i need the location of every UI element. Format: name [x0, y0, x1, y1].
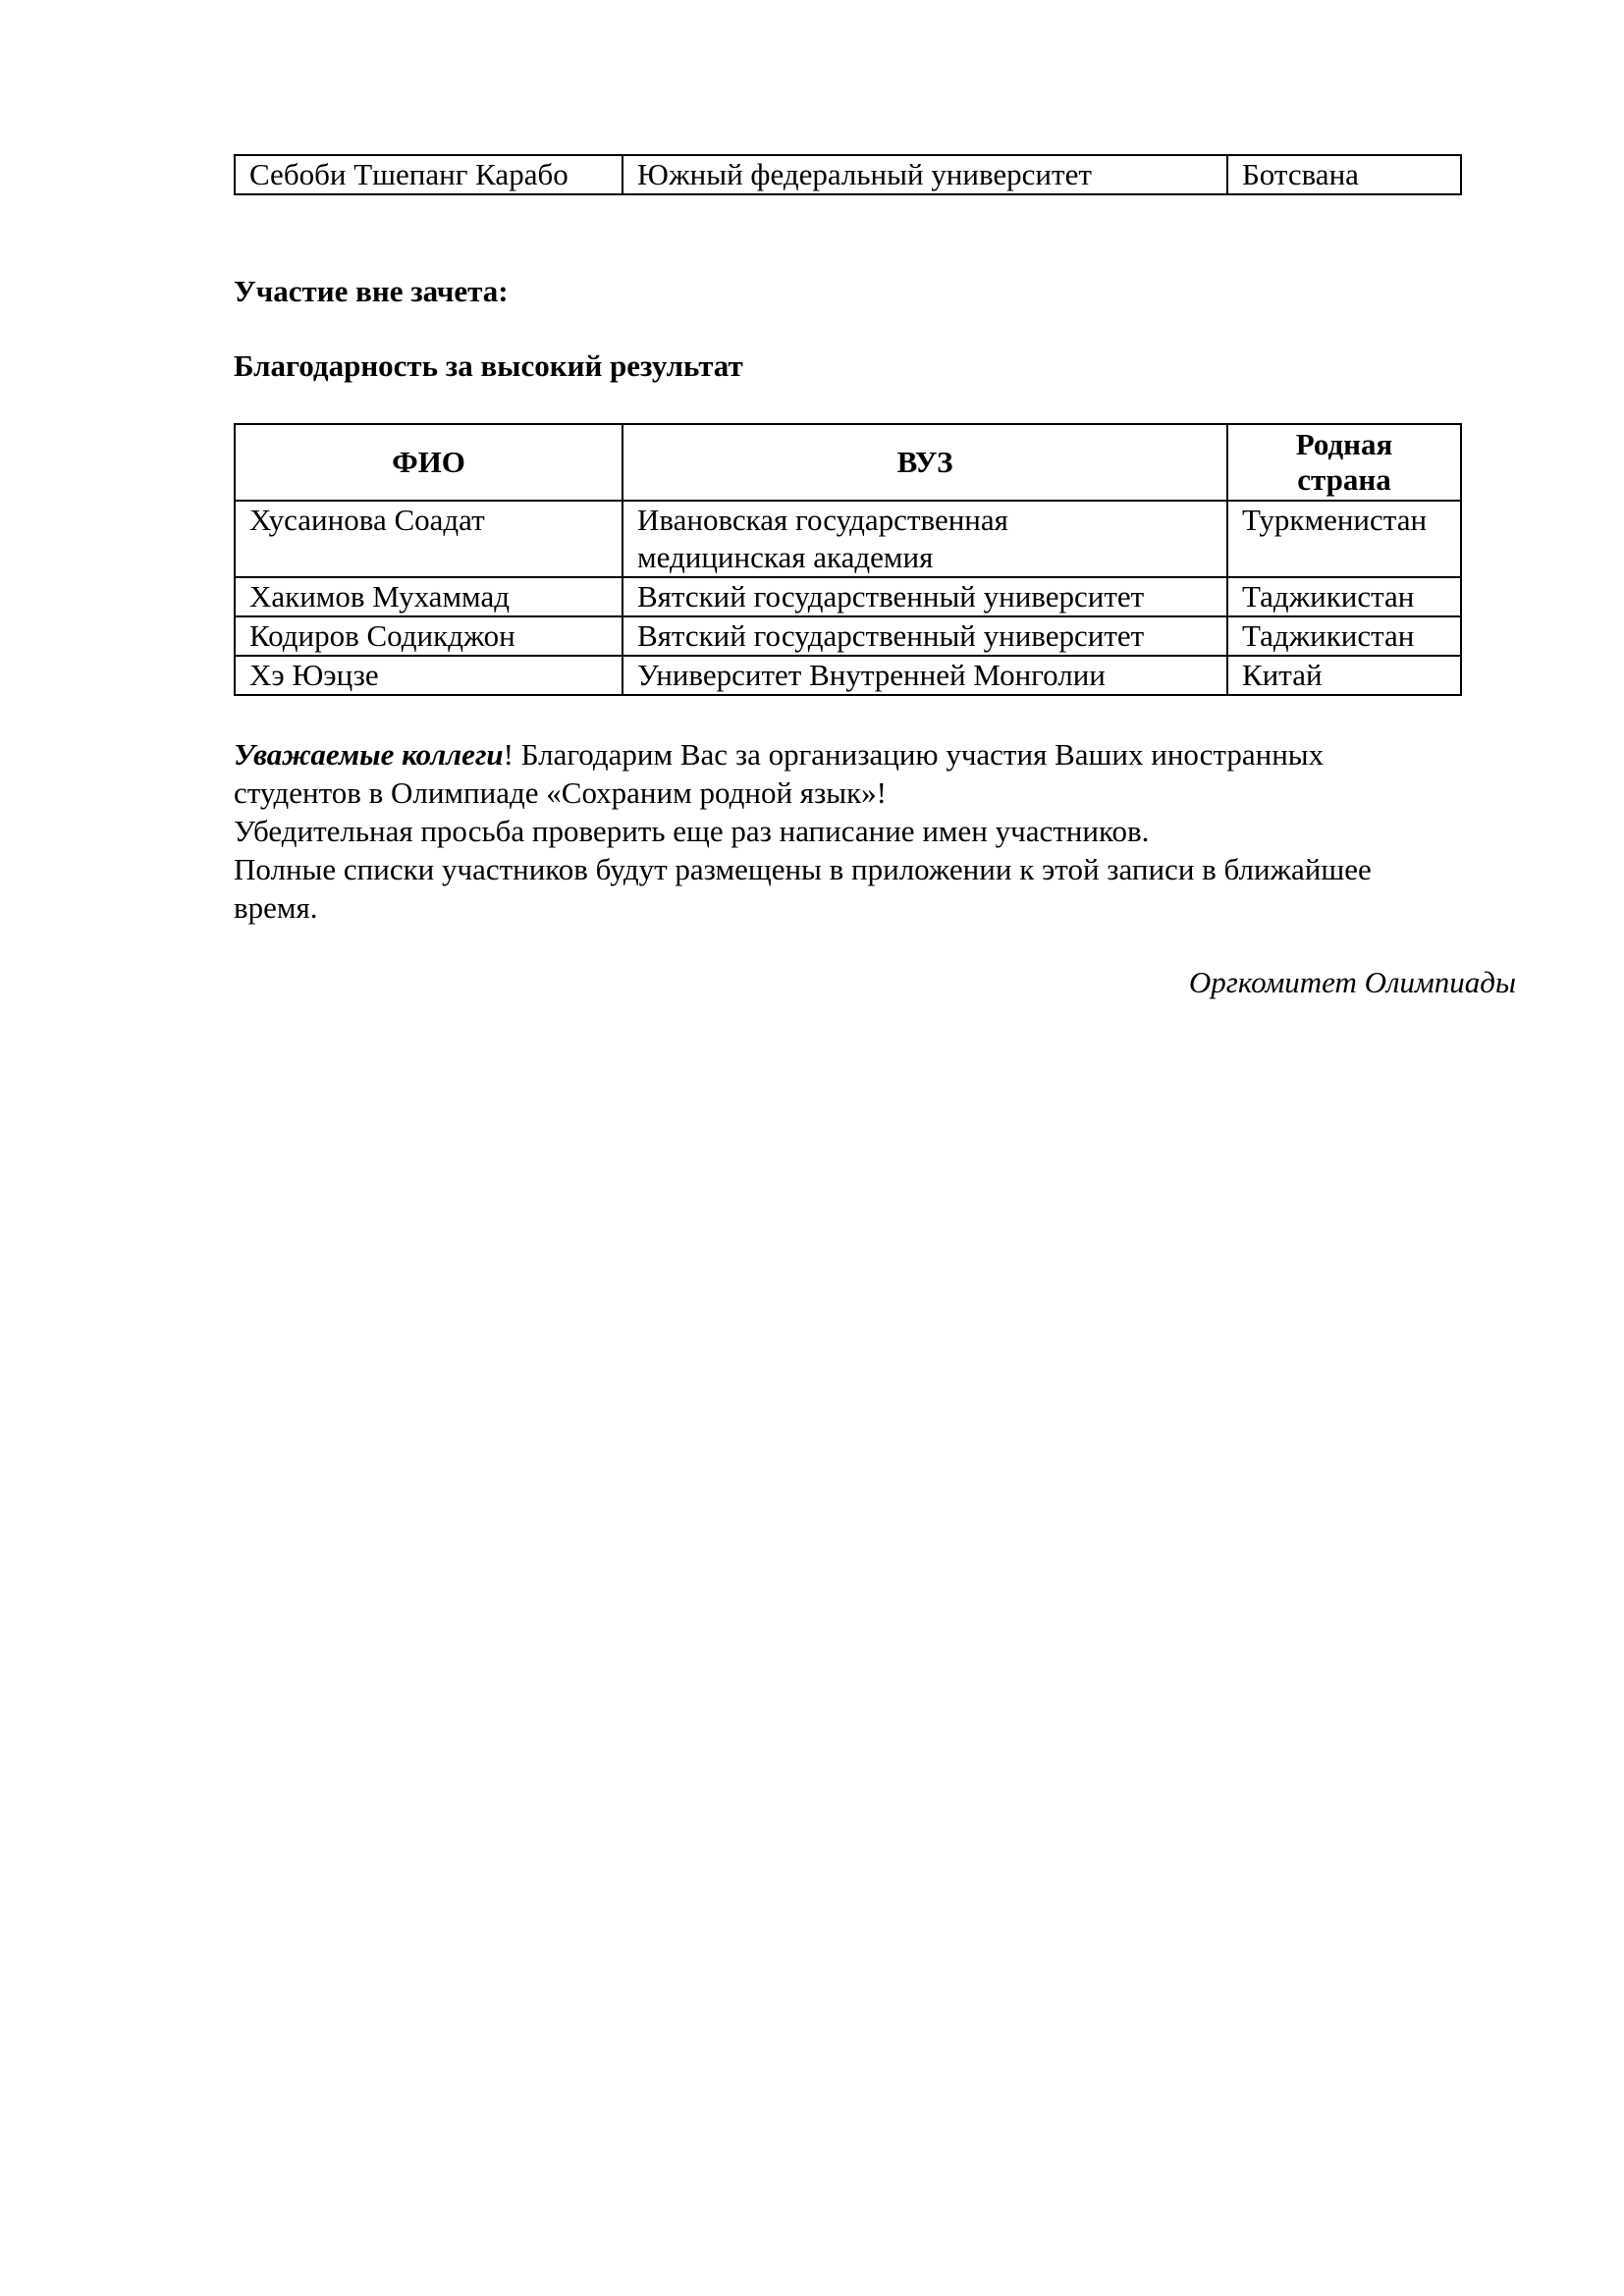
table-row: [235, 577, 1461, 616]
message-line-1: [234, 735, 1510, 774]
table-row: [235, 501, 1461, 577]
university-cell: Вятский государственный университет: [623, 577, 1227, 616]
column-header-country-line2: страна: [1297, 462, 1391, 497]
column-header-university: ВУЗ: [623, 424, 1227, 501]
column-header-country-line1: Родная: [1295, 427, 1393, 461]
column-header-name: ФИО: [235, 424, 623, 501]
section-heading: Участие вне зачета:: [234, 274, 509, 308]
message-line-4: Полные списки участников будут размещены в приложении к этой записи в ближайшее: [234, 852, 1372, 886]
message-line-1-text: ! Благодарим Вас за организацию участия Ваших иностранных: [503, 737, 1325, 772]
participant-name-cell: Себоби Тшепанг Карабо: [235, 155, 623, 194]
country-cell: Туркменистан: [1227, 501, 1461, 577]
participant-name-cell: Хакимов Мухаммад: [235, 577, 623, 616]
participant-name-cell: Хэ Юэцзе: [235, 656, 623, 695]
table-row: [235, 616, 1461, 656]
participant-name-cell: Хусаинова Соадат: [235, 501, 623, 577]
country-cell: Таджикистан: [1227, 616, 1461, 656]
university-line1: Ивановская государственная: [637, 503, 1008, 537]
table-row: [235, 656, 1461, 695]
participants-table: [234, 423, 1462, 696]
university-cell: Вятский государственный университет: [623, 616, 1227, 656]
message-line-5: время.: [234, 890, 318, 925]
message-block: [234, 735, 1510, 927]
university-line2: медицинская академия: [637, 540, 934, 574]
message-line-2: студентов в Олимпиаде «Сохраним родной язык»!: [234, 775, 888, 810]
message-line-3: Убедительная просьба проверить еще раз написание имен участников.: [234, 814, 1150, 848]
message-greeting: Уважаемые коллеги: [234, 737, 504, 772]
signature: Оргкомитет Олимпиады: [1188, 965, 1516, 999]
table-row: [235, 155, 1461, 194]
country-cell: Китай: [1227, 656, 1461, 695]
column-header-country: [1227, 424, 1461, 501]
country-cell: Таджикистан: [1227, 577, 1461, 616]
university-cell: Южный федеральный университет: [623, 155, 1227, 194]
country-cell: Ботсвана: [1227, 155, 1461, 194]
continued-results-table: [234, 154, 1462, 195]
university-cell: [623, 501, 1227, 577]
participant-name-cell: Кодиров Содикджон: [235, 616, 623, 656]
university-cell: Университет Внутренней Монголии: [623, 656, 1227, 695]
subsection-heading: Благодарность за высокий результат: [234, 348, 743, 383]
table-header-row: [235, 424, 1461, 501]
